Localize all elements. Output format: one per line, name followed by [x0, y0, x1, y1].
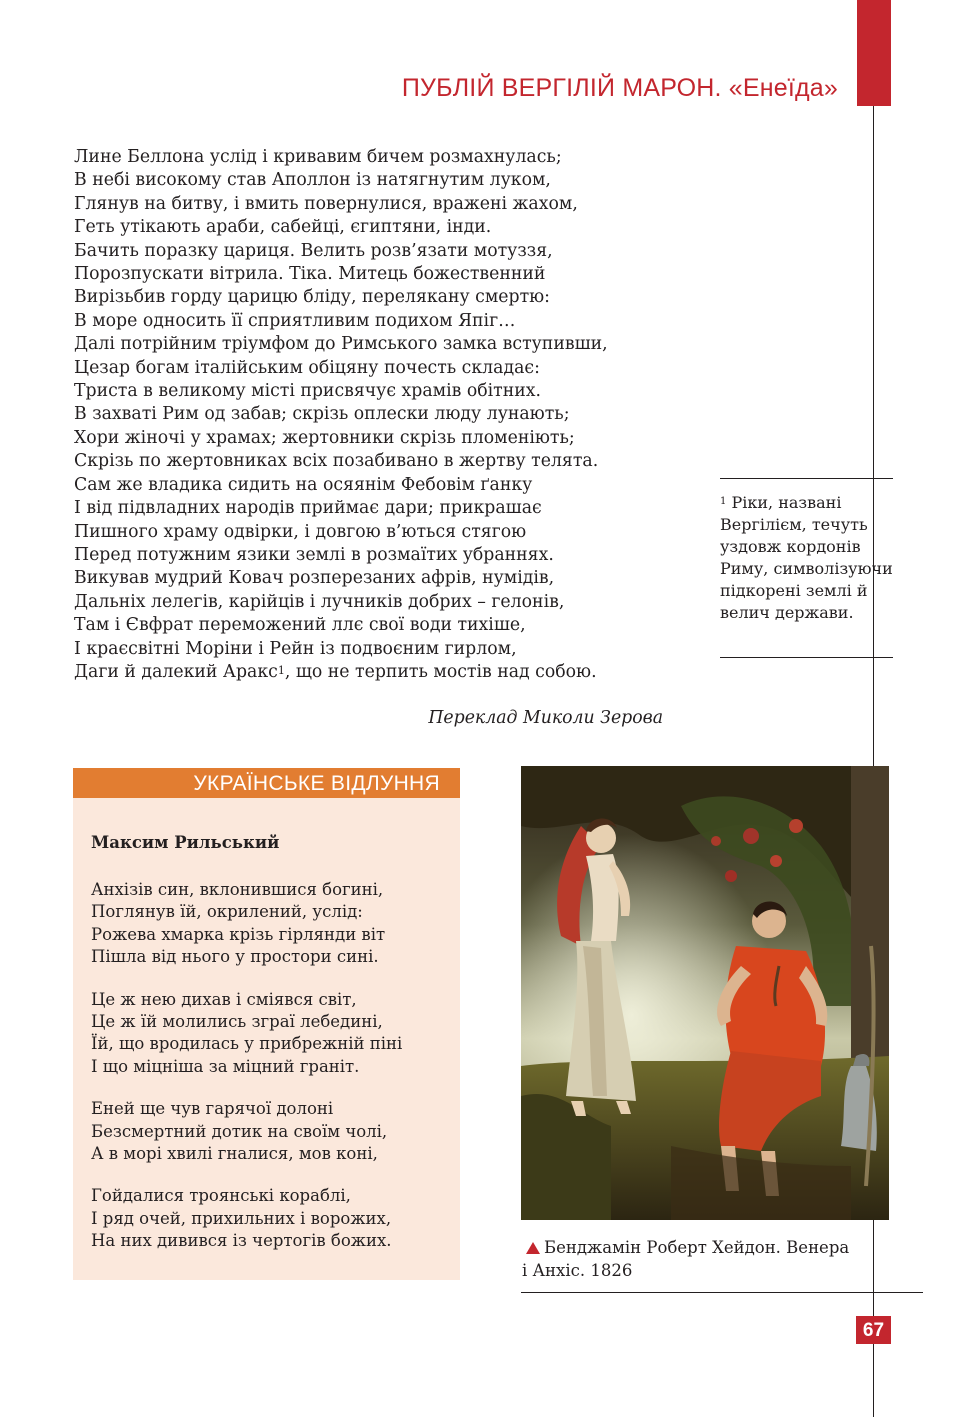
poem-line-text: Даги й далекий Аракс	[74, 661, 278, 682]
painting-venus-and-anchises	[521, 766, 889, 1220]
poem-line: Хори жіночі у храмах; жертовники скрізь пломеніють;	[74, 427, 575, 448]
caption-line-1: Бенджамін Роберт Хейдон. Венера	[544, 1238, 850, 1257]
caption-line-2: і Анхіс. 1826	[522, 1260, 633, 1280]
painting-image	[521, 766, 889, 1220]
poem-line: В море односить її сприятливим подихом Япіг…	[74, 310, 516, 331]
poem-line: Пишного храму одвірки, і довгою в’ються стягою	[74, 521, 527, 542]
echo-line: Еней ще чув гарячої долоні	[91, 1099, 334, 1119]
echo-line: Це ж нею дихав і сміявся світ,	[91, 989, 357, 1009]
chapter-tab	[857, 0, 891, 106]
poem-line-last	[74, 661, 608, 684]
echo-poem	[91, 879, 402, 1253]
poem-line: Сам же владика сидить на осяянім Фебовім ґанку	[74, 474, 533, 495]
footnote-reference[interactable]: 1	[277, 663, 285, 677]
poem-line: Геть утікають араби, сабейці, єгиптяни, інди.	[74, 217, 492, 238]
echo-line: Пішла від нього у простори сині.	[91, 947, 379, 967]
poem-line: Викував мудрий Ковач розперезаних афрів, нумідів,	[74, 568, 555, 589]
echo-heading: УКРАЇНСЬКЕ ВІДЛУННЯ	[73, 768, 460, 798]
ukrainian-echo-box	[73, 768, 460, 1280]
poem-line-text: , що не терпить мостів над собою.	[284, 661, 597, 682]
poem-line: В захваті Рим од забав; скрізь оплески люду лунають;	[74, 404, 570, 425]
echo-line: Рожева хмарка крізь гірлянди віт	[91, 924, 386, 944]
poem-line: І від підвладних народів приймає дари; прикрашає	[74, 498, 542, 519]
poem-line: Дальніх лелегів, карійців і лучників добрих – гелонів,	[74, 591, 565, 612]
running-header: ПУБЛІЙ ВЕРГІЛІЙ МАРОН. «Енеїда»	[401, 74, 838, 102]
echo-line: Їй, що вродилась у прибрежній піні	[91, 1034, 403, 1054]
footnote-rule-bottom	[720, 657, 893, 658]
margin-rule	[873, 106, 874, 1417]
poem-line: Вирізьбив горду царицю бліду, перелякану смертю:	[74, 287, 550, 308]
echo-line: Поглянув їй, окрилений, услід:	[91, 902, 363, 922]
poem-line: В небі високому став Аполлон із натягнутим луком,	[74, 170, 551, 191]
caption-rule	[521, 1292, 923, 1293]
footnote	[720, 492, 895, 624]
poem-line: Порозпускати вітрила. Тіка. Митець божественний	[74, 264, 546, 285]
stanza-gap	[91, 969, 402, 989]
echo-line: Це ж їй молились зграї лебедині,	[91, 1012, 383, 1032]
footnote-marker: 1	[720, 496, 727, 507]
echo-line: І що міцніша за міцний граніт.	[91, 1056, 360, 1076]
poem-line: Глянув на битву, і вмить повернулися, вражені жахом,	[74, 193, 578, 214]
poem-line: Лине Беллона услід і кривавим бичем розмахнулась;	[74, 147, 562, 167]
translator-credit: Переклад Миколи Зерова	[428, 708, 663, 728]
poem-line: Скрізь по жертовниках всіх позабивано в жертву телята.	[74, 451, 599, 472]
echo-author: Максим Рильський	[91, 833, 280, 852]
echo-line: А в морі хвилі гналися, мов коні,	[91, 1144, 378, 1164]
footnote-rule-top	[720, 478, 893, 479]
poem-excerpt	[74, 146, 608, 684]
echo-line: На них дивився із чертогів божих.	[91, 1231, 392, 1251]
echo-line: Анхізів син, вклонившися богині,	[91, 880, 384, 899]
stanza-gap	[91, 1078, 402, 1098]
poem-line: Цезар богам італійським обіцяну почесть складає:	[74, 357, 540, 378]
echo-line: І ряд очей, прихильних і ворожих,	[91, 1208, 392, 1228]
poem-line: Далі потрійним тріумфом до Римського замка вступивши,	[74, 334, 608, 355]
echo-line: Гойдалися троянські кораблі,	[91, 1186, 351, 1206]
painting-caption	[522, 1237, 889, 1282]
poem-line: Перед потужним язики землі в розмаїтих убраннях.	[74, 544, 554, 565]
poem-line: І краєсвітні Моріни і Рейн із подвоєним гирлом,	[74, 638, 517, 659]
stanza-gap	[91, 1165, 402, 1185]
page-number: 67	[856, 1316, 891, 1344]
triangle-up-icon	[526, 1242, 540, 1254]
footnote-text: Ріки, названі Вергілієм, течуть уздовж кордонів Риму, символізуючи підкорені землі й велич держави.	[720, 493, 893, 622]
poem-line: Там і Євфрат переможений ллє свої води тихіше,	[74, 615, 526, 636]
echo-line: Безсмертний дотик на своїм чолі,	[91, 1121, 388, 1141]
poem-line: Триста в великому місті присвячує храмів обітних.	[74, 381, 541, 402]
poem-line: Бачить поразку цариця. Велить розв’язати мотуззя,	[74, 240, 553, 261]
